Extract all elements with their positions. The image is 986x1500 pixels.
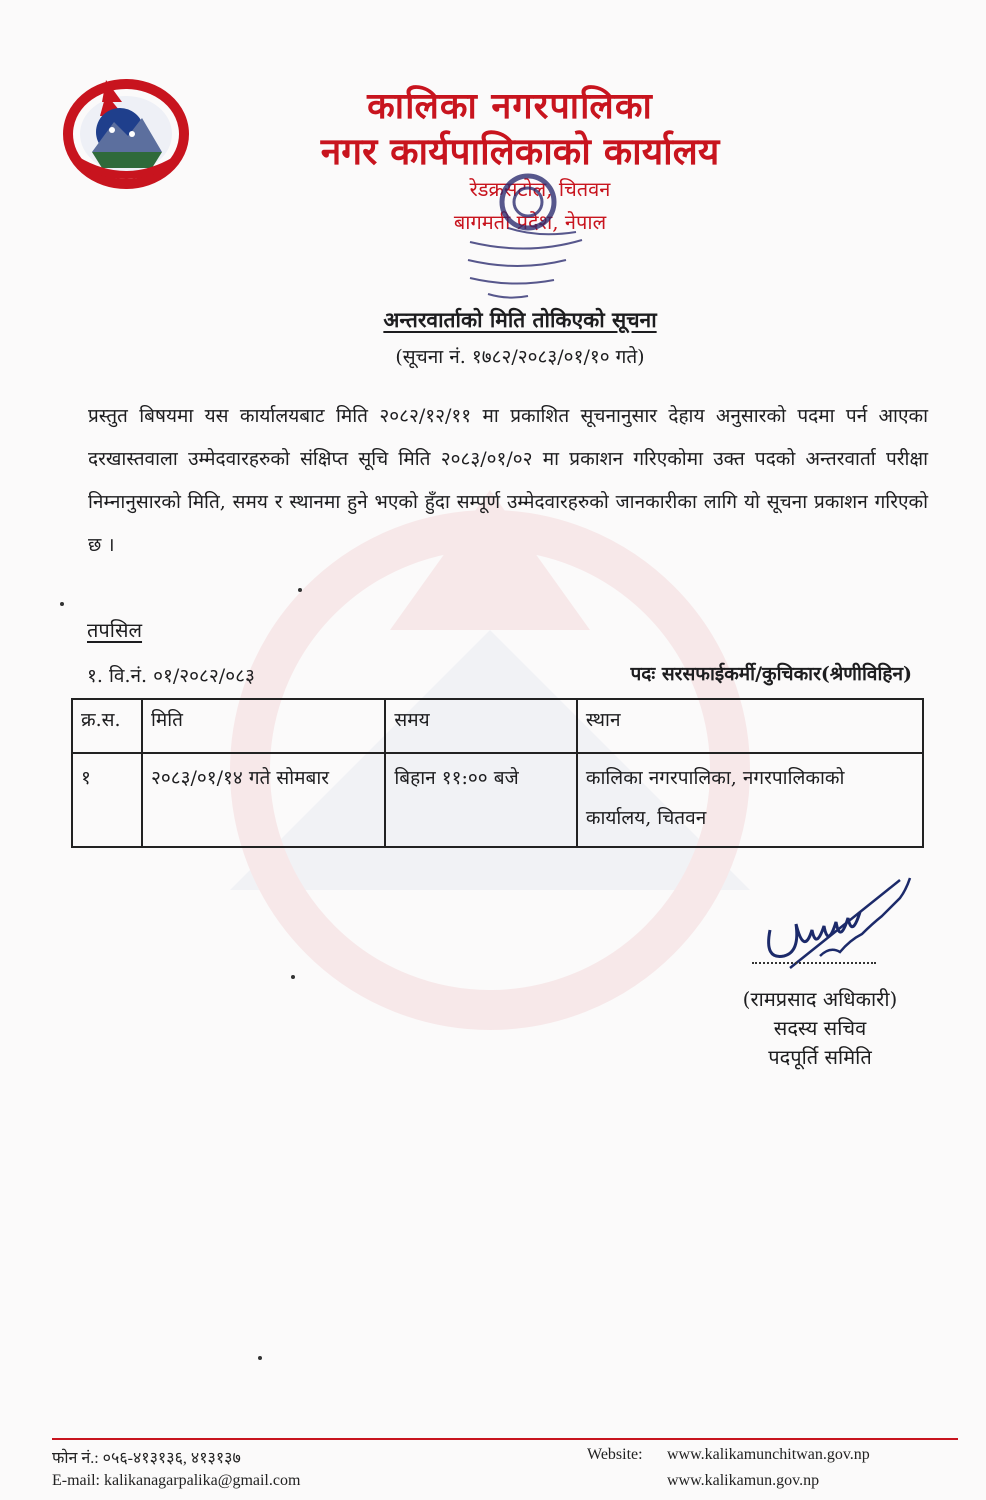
- cell-venue: कालिका नगरपालिका, नगरपालिकाको कार्यालय, चितवन: [577, 753, 923, 847]
- footer-website-secondary: www.kalikamun.gov.np: [667, 1472, 820, 1489]
- advertisement-number: १. वि.नं. ०१/२०८२/०८३: [87, 665, 255, 687]
- office-name-municipality: कालिका नगरपालिका: [367, 85, 653, 127]
- col-header-date: मिति: [142, 699, 385, 753]
- footer-phone: फोन नं.: ०५६-४१३१३६, ४१३१३७: [52, 1450, 241, 1467]
- footer-email: E-mail: kalikanagarpalika@gmail.com: [52, 1472, 301, 1489]
- signature-line: [752, 962, 876, 964]
- table-header-row: [72, 699, 923, 753]
- schedule-heading: तपसिल: [87, 618, 143, 642]
- nepal-emblem-icon: [62, 72, 190, 190]
- footer-divider: [52, 1438, 958, 1440]
- scan-speck: [291, 975, 295, 979]
- signatory-committee: पदपूर्ति समिति: [768, 1045, 872, 1069]
- notice-body: प्रस्तुत बिषयमा यस कार्यालयबाट मिति २०८२/१२/११ मा प्रकाशित सूचनानुसार देहाय अनुसारको पदमा पर्न आएका दरखास्तवाला उम्मेदवारहरुको संक्षिप्त सूचि मिति २०८३/०१/०२ मा प्रकाशन गरिएकोमा उक्त पदको अन्तरवार्ता परीक्षा निम्नानुसारको मिति, समय र स्थानमा हुने भएको हुँदा सम्पूर्ण उम्मेदवारहरुको जानकारीका लागि यो सूचना प्रकाशन गरिएको छ ।: [88, 405, 928, 556]
- cell-serial: १: [72, 753, 142, 847]
- office-stamp-icon: [448, 168, 598, 308]
- office-name-executive: नगर कार्यपालिकाको कार्यालय: [320, 129, 720, 173]
- scan-speck: [258, 1356, 262, 1360]
- notice-title: अन्तरवार्ताको मिति तोकिएको सूचना: [383, 307, 657, 332]
- notice-reference: (सूचना नं. १७८२/२०८३/०१/१० गते): [395, 346, 645, 368]
- cell-time: बिहान ११:०० बजे: [385, 753, 576, 847]
- signatory-role: सदस्य सचिव: [773, 1016, 867, 1040]
- footer-website-primary: www.kalikamunchitwan.gov.np: [667, 1446, 870, 1463]
- post-name: पदः सरसफाईकर्मी/कुचिकार(श्रेणीविहिन): [630, 663, 912, 685]
- col-header-time: समय: [385, 699, 576, 753]
- table-row: [72, 753, 923, 847]
- interview-schedule-table: [71, 698, 924, 848]
- footer-website-label: Website:: [587, 1446, 643, 1463]
- col-header-venue: स्थान: [577, 699, 923, 753]
- scan-speck: [298, 588, 302, 592]
- cell-date: २०८३/०१/१४ गते सोमबार: [142, 753, 385, 847]
- scan-speck: [60, 602, 64, 606]
- office-address-line1: रेडक्रसटोल, चितवन: [469, 177, 611, 201]
- office-address-line2: बागमती प्रदेश, नेपाल: [453, 210, 607, 234]
- signatory-name: (रामप्रसाद अधिकारी): [742, 987, 898, 1011]
- col-header-serial: क्र.स.: [72, 699, 142, 753]
